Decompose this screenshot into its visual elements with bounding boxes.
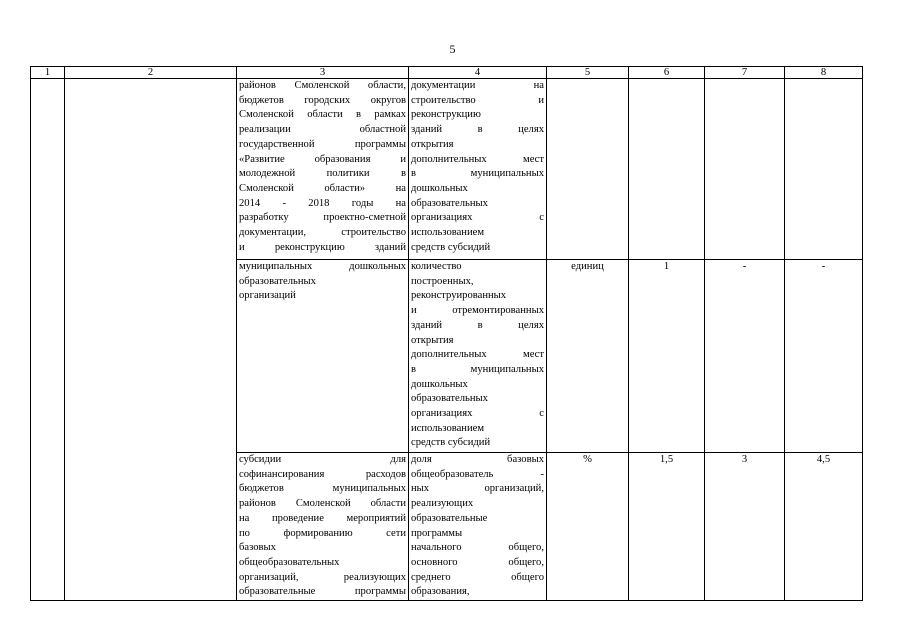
text-line: дошкольных	[411, 378, 468, 390]
text-line: муниципальных дошкольных	[239, 261, 406, 272]
header-row	[31, 67, 863, 79]
value-cell: 1	[629, 260, 705, 453]
text-line: организациях с	[411, 212, 544, 224]
text-line: зданий в целях	[411, 319, 544, 331]
value-cell: -	[785, 260, 863, 453]
col1-cell	[31, 79, 65, 601]
text-line: реконструированных	[411, 290, 507, 302]
text-line: базовых	[239, 542, 276, 554]
text-line: реконструкцию	[411, 109, 481, 121]
text-line: молодежной политики в	[239, 168, 406, 180]
text-line: построенных,	[411, 275, 474, 287]
text-line: дошкольных	[411, 182, 468, 194]
header-cell: 5	[547, 67, 629, 79]
text-line: доля базовых	[411, 454, 544, 465]
header-cell: 6	[629, 67, 705, 79]
text-line: софинансирования расходов	[239, 468, 406, 480]
unit-cell: %	[547, 453, 629, 601]
text-line: средств субсидий	[411, 437, 491, 449]
col3-cell	[237, 79, 409, 260]
text-line: реализующих	[411, 498, 474, 510]
col8-cell	[785, 79, 863, 260]
table-row	[31, 79, 863, 260]
text-line: субсидии для	[239, 454, 406, 465]
indicators-table	[30, 66, 863, 601]
unit-cell: единиц	[547, 260, 629, 453]
text-line: зданий в целях	[411, 124, 544, 136]
text-line: строительство и	[411, 94, 544, 106]
text-line: основного общего,	[411, 556, 544, 568]
text-line: дополнительных мест	[411, 349, 544, 361]
text-line: в муниципальных	[411, 168, 544, 180]
col3-cell	[237, 260, 409, 453]
text-line: количество	[411, 261, 462, 272]
text-line: дополнительных мест	[411, 153, 544, 165]
value-cell: 4,5	[785, 453, 863, 601]
text-line: общеобразовательных	[239, 556, 340, 568]
header-cell: 8	[785, 67, 863, 79]
text-line: Смоленской области» на	[239, 182, 406, 194]
text-line: средств субсидий	[411, 241, 491, 253]
col2-cell	[65, 79, 237, 601]
col5-cell	[547, 79, 629, 260]
value-cell: -	[705, 260, 785, 453]
text-line: «Развитие образования и	[239, 153, 406, 165]
value-cell: 1,5	[629, 453, 705, 601]
text-line: образовательные программы	[239, 586, 406, 598]
text-line: образования,	[411, 586, 470, 598]
col6-cell	[629, 79, 705, 260]
header-cell: 7	[705, 67, 785, 79]
text-line: образовательных	[239, 275, 316, 287]
text-line: документации, строительство	[239, 227, 406, 239]
text-line: общеобразователь -	[411, 468, 544, 480]
col4-cell	[409, 453, 547, 601]
text-line: бюджетов городских округов	[239, 94, 406, 106]
header-cell: 1	[31, 67, 65, 79]
col4-cell	[409, 260, 547, 453]
value-cell: 3	[705, 453, 785, 601]
text-line: районов Смоленской области	[239, 498, 406, 510]
text-line: образовательные	[411, 512, 488, 524]
page-number: 5	[449, 42, 456, 56]
text-line: открытия	[411, 138, 454, 150]
text-line: использованием	[411, 227, 485, 239]
text-line: программы	[411, 527, 463, 539]
col7-cell	[705, 79, 785, 260]
text-line: бюджетов муниципальных	[239, 483, 406, 495]
col3-cell	[237, 453, 409, 601]
text-line: и реконструкцию зданий	[239, 241, 406, 253]
text-line: образовательных	[411, 197, 488, 209]
text-line: и отремонтированных	[411, 305, 544, 317]
text-line: ных организаций,	[411, 483, 544, 495]
text-line: использованием	[411, 422, 485, 434]
header-cell: 2	[65, 67, 237, 79]
text-line: документации на	[411, 80, 544, 91]
text-line: 2014 - 2018 годы на	[239, 197, 406, 209]
text-line: государственной программы	[239, 138, 406, 150]
text-line: открытия	[411, 334, 454, 346]
text-line: среднего общего	[411, 571, 544, 583]
text-line: Смоленской области в рамках	[239, 109, 406, 121]
col4-cell	[409, 79, 547, 260]
text-line: районов Смоленской области,	[239, 80, 406, 91]
header-cell: 3	[237, 67, 409, 79]
header-cell: 4	[409, 67, 547, 79]
text-line: организациях с	[411, 408, 544, 420]
text-line: разработку проектно-сметной	[239, 212, 406, 224]
text-line: начального общего,	[411, 542, 544, 554]
text-line: по формированию сети	[239, 527, 406, 539]
text-line: образовательных	[411, 393, 488, 405]
text-line: организаций, реализующих	[239, 571, 406, 583]
text-line: организаций	[239, 290, 296, 302]
text-line: реализации областной	[239, 124, 406, 136]
text-line: в муниципальных	[411, 363, 544, 375]
text-line: на проведение мероприятий	[239, 512, 406, 524]
